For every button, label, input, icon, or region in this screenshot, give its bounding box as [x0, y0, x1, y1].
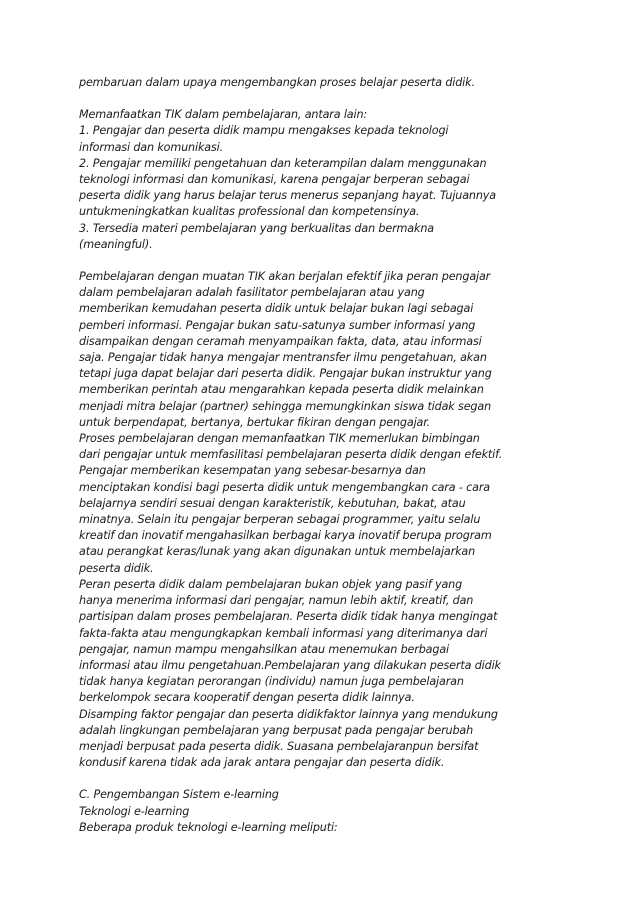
tik-point-line: 2. Pengajar memiliki pengetahuan dan keterampilan dalam menggunakan — [79, 156, 487, 170]
tik-point-line: 3. Tersedia materi pembelajaran yang berkualitas dan bermakna — [79, 221, 434, 235]
paragraph-line: dalam pembelajaran adalah fasilitator pembelajaran atau yang — [79, 286, 425, 300]
paragraph-line: kreatif dan inovatif mengahasilkan berbagai karya inovatif berupa program — [79, 529, 492, 543]
paragraph-line: kondusif karena tidak ada jarak antara pengajar dan peserta didik. — [79, 756, 445, 770]
paragraph-gap — [79, 771, 569, 787]
paragraph-line: disampaikan dengan ceramah menyampaikan fakta, data, atau informasi — [79, 334, 482, 348]
paragraph-line: Pengajar memberikan kesempatan yang sebesar-besarnya dan — [79, 464, 426, 478]
tik-point-line: 1. Pengajar dan peserta didik mampu mengakses kepada teknologi — [79, 124, 449, 138]
tik-points-list — [79, 123, 569, 253]
paragraph-line: Pembelajaran dengan muatan TIK akan berjalan efektif jika peran pengajar — [79, 270, 491, 284]
main-paragraph — [79, 269, 569, 771]
paragraph-line: belajarnya sendiri sesuai dengan karakteristik, kebutuhan, bakat, atau — [79, 496, 466, 510]
paragraph-line: atau perangkat keras/lunak yang akan digunakan untuk membelajarkan — [79, 545, 476, 559]
paragraph-line: menjadi berpusat pada peserta didik. Suasana pembelajaranpun bersifat — [79, 739, 479, 753]
paragraph-line: memberikan kemudahan peserta didik untuk belajar bukan lagi sebagai — [79, 302, 474, 316]
paragraph-line: menciptakan kondisi bagi peserta didik untuk mengembangkan cara - cara — [79, 480, 490, 494]
paragraph-gap — [79, 91, 569, 107]
tik-point-line: untukmeningkatkan kualitas professional dan kompetensinya. — [79, 205, 420, 219]
paragraph-line: informasi atau ilmu pengetahuan.Pembelajaran yang dilakukan peserta didik — [79, 658, 501, 672]
paragraph-line: Proses pembelajaran dengan memanfaatkan TIK memerlukan bimbingan — [79, 432, 480, 446]
paragraph-line: partisipan dalam proses pembelajaran. Peserta didik tidak hanya mengingat — [79, 610, 498, 624]
tik-intro: Memanfaatkan TIK dalam pembelajaran, antara lain: — [79, 108, 368, 122]
paragraph-line: tidak hanya kegiatan perorangan (individu) namun juga pembelajaran — [79, 675, 464, 689]
paragraph-line: minatnya. Selain itu pengajar berperan sebagai programmer, yaitu selalu — [79, 513, 481, 527]
paragraph-line: fakta-fakta atau mengungkapkan kembali informasi yang diterimanya dari — [79, 626, 488, 640]
section-heading: C. Pengembangan Sistem e-learning — [79, 788, 279, 802]
document-page — [79, 75, 569, 836]
paragraph-line: berkelompok secara kooperatif dengan peserta didik lainnya. — [79, 691, 415, 705]
paragraph-line: dari pengajar untuk memfasilitasi pembelajaran peserta didik dengan efektif. — [79, 448, 503, 462]
tik-point-line: teknologi informasi dan komunikasi, karena pengajar berperan sebagai — [79, 173, 470, 187]
paragraph-line: peserta didik. — [79, 561, 154, 575]
paragraph-line: memberikan perintah atau mengarahkan kepada peserta didik melainkan — [79, 383, 484, 397]
tik-point-line: peserta didik yang harus belajar terus menerus sepanjang hayat. Tujuannya — [79, 189, 496, 203]
paragraph-line: saja. Pengajar tidak hanya mengajar mentransfer ilmu pengetahuan, akan — [79, 351, 487, 365]
paragraph-line: Disamping faktor pengajar dan peserta didikfaktor lainnya yang mendukung — [79, 707, 498, 721]
intro-line: pembaruan dalam upaya mengembangkan proses belajar peserta didik. — [79, 76, 475, 89]
paragraph-line: adalah lingkungan pembelajaran yang berpusat pada pengajar berubah — [79, 723, 474, 737]
paragraph-gap — [79, 253, 569, 269]
paragraph-line: untuk berpendapat, bertanya, bertukar fikiran dengan pengajar. — [79, 415, 431, 429]
paragraph-line: pengajar, namun mampu mengahsilkan atau menemukan berbagai — [79, 642, 449, 656]
paragraph-line: menjadi mitra belajar (partner) sehingga memungkinkan siswa tidak segan — [79, 399, 492, 413]
tik-point-line: (meaningful). — [79, 237, 153, 251]
tik-point-line: informasi dan komunikasi. — [79, 140, 224, 154]
paragraph-line: tetapi juga dapat belajar dari peserta didik. Pengajar bukan instruktur yang — [79, 367, 492, 381]
paragraph-line: Peran peserta didik dalam pembelajaran bukan objek yang pasif yang — [79, 577, 463, 591]
paragraph-line: hanya menerima informasi dari pengajar, namun lebih aktif, kreatif, dan — [79, 594, 474, 608]
paragraph-line: pemberi informasi. Pengajar bukan satu-satunya sumber informasi yang — [79, 318, 476, 332]
sub-heading: Teknologi e-learning — [79, 804, 190, 818]
closing-line: Beberapa produk teknologi e-learning meliputi: — [79, 820, 338, 834]
